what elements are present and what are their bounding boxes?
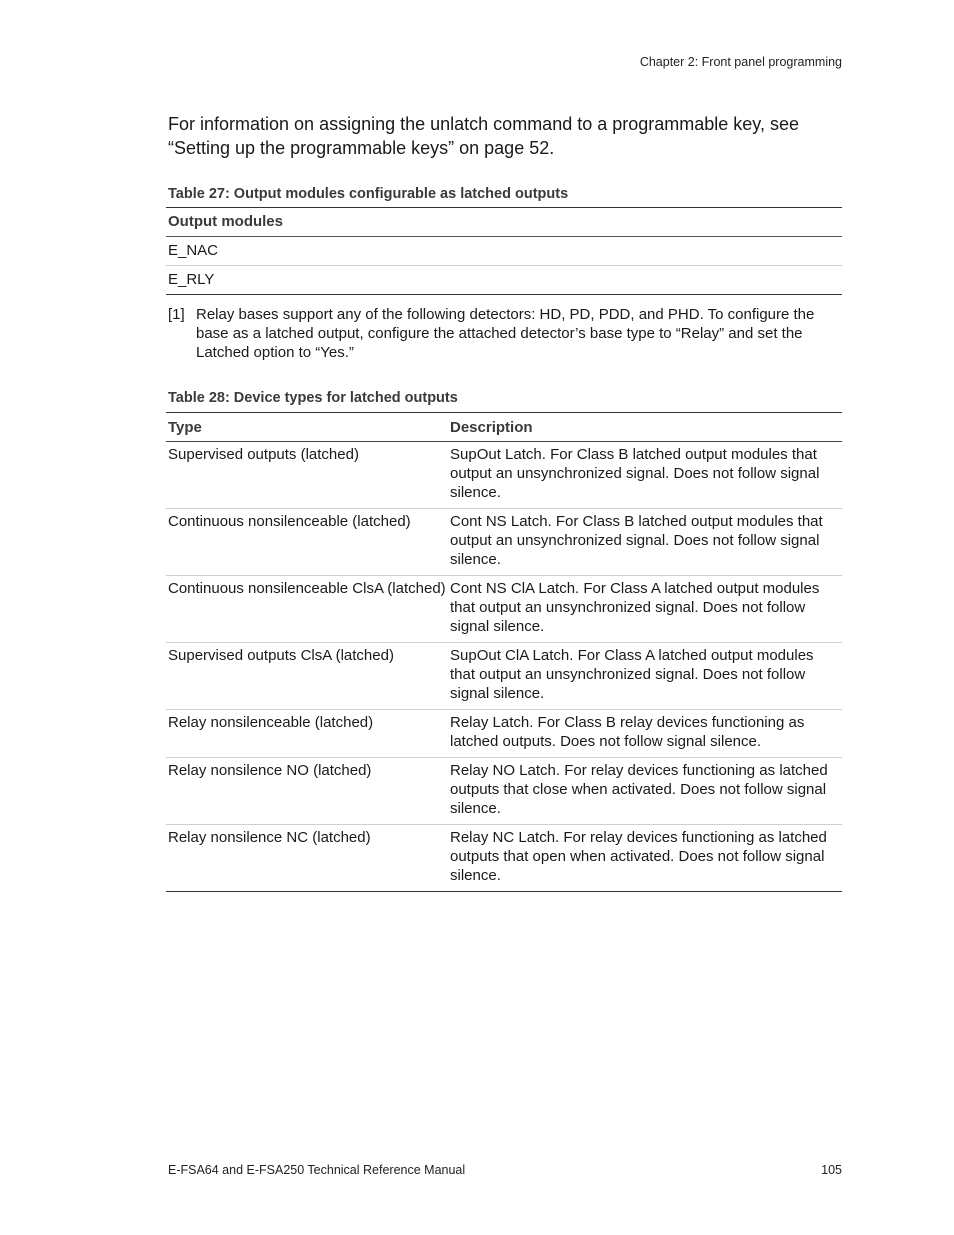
type-cell: Supervised outputs ClsA (latched) — [166, 643, 448, 710]
type-cell: Relay nonsilence NC (latched) — [166, 825, 448, 892]
description-cell: Relay Latch. For Class B relay devices functioning as latched outputs. Does not follow signal silence. — [448, 710, 842, 758]
table-cell: E_RLY — [166, 266, 842, 295]
type-cell: Relay nonsilence NO (latched) — [166, 758, 448, 825]
description-cell: SupOut Latch. For Class B latched output modules that output an unsynchronized signal. Does not follow signal silence. — [448, 442, 842, 509]
table-27-header-output-modules: Output modules — [168, 213, 283, 230]
description-cell: Relay NO Latch. For relay devices functioning as latched outputs that close when activated. Does not follow signal silence. — [448, 758, 842, 825]
footer-manual-title: E-FSA64 and E-FSA250 Technical Reference Manual — [168, 1163, 466, 1177]
table-row — [166, 825, 842, 892]
table-row — [166, 576, 842, 643]
table-row — [166, 643, 842, 710]
page-footer — [168, 1163, 842, 1177]
table-row — [166, 758, 842, 825]
table-28-header-description: Description — [450, 419, 533, 436]
description-cell: Cont NS Latch. For Class B latched output modules that output an unsynchronized signal. Does not follow signal silence. — [448, 509, 842, 576]
table-row — [166, 442, 842, 509]
table-28-caption: Table 28: Device types for latched outputs — [168, 390, 458, 406]
table-27 — [166, 207, 842, 295]
running-header: Chapter 2: Front panel programming — [639, 55, 842, 69]
footnote-marker: [1] — [168, 306, 185, 323]
type-cell: Supervised outputs (latched) — [166, 442, 448, 509]
table-27-caption: Table 27: Output modules configurable as latched outputs — [168, 186, 569, 202]
footnote-text: Relay bases support any of the following detectors: HD, PD, PDD, and PHD. To configure the base as a latched output, configure the attached detector’s base type to “Relay” and set the Latched option to “Yes.” — [196, 306, 815, 361]
table-28 — [166, 412, 842, 892]
description-cell: Cont NS ClA Latch. For Class A latched output modules that output an unsynchronized signal. Does not follow signal silence. — [448, 576, 842, 643]
type-cell: Continuous nonsilenceable ClsA (latched) — [166, 576, 448, 643]
table-row — [166, 266, 842, 295]
type-cell: Continuous nonsilenceable (latched) — [166, 509, 448, 576]
intro-paragraph: For information on assigning the unlatch command to a programmable key, see “Setting up the programmable keys” on page 52. — [168, 114, 799, 158]
type-cell: Relay nonsilenceable (latched) — [166, 710, 448, 758]
table-cell: E_NAC — [166, 237, 842, 266]
table-row — [166, 237, 842, 266]
page-content — [168, 112, 842, 892]
table-row — [166, 710, 842, 758]
table-footnote — [168, 305, 842, 362]
description-cell: SupOut ClA Latch. For Class A latched output modules that output an unsynchronized signal. Does not follow signal silence. — [448, 643, 842, 710]
description-cell: Relay NC Latch. For relay devices functioning as latched outputs that open when activated. Does not follow signal silence. — [448, 825, 842, 892]
table-28-header-type: Type — [168, 419, 202, 436]
table-row — [166, 509, 842, 576]
page-number: 105 — [821, 1163, 842, 1177]
